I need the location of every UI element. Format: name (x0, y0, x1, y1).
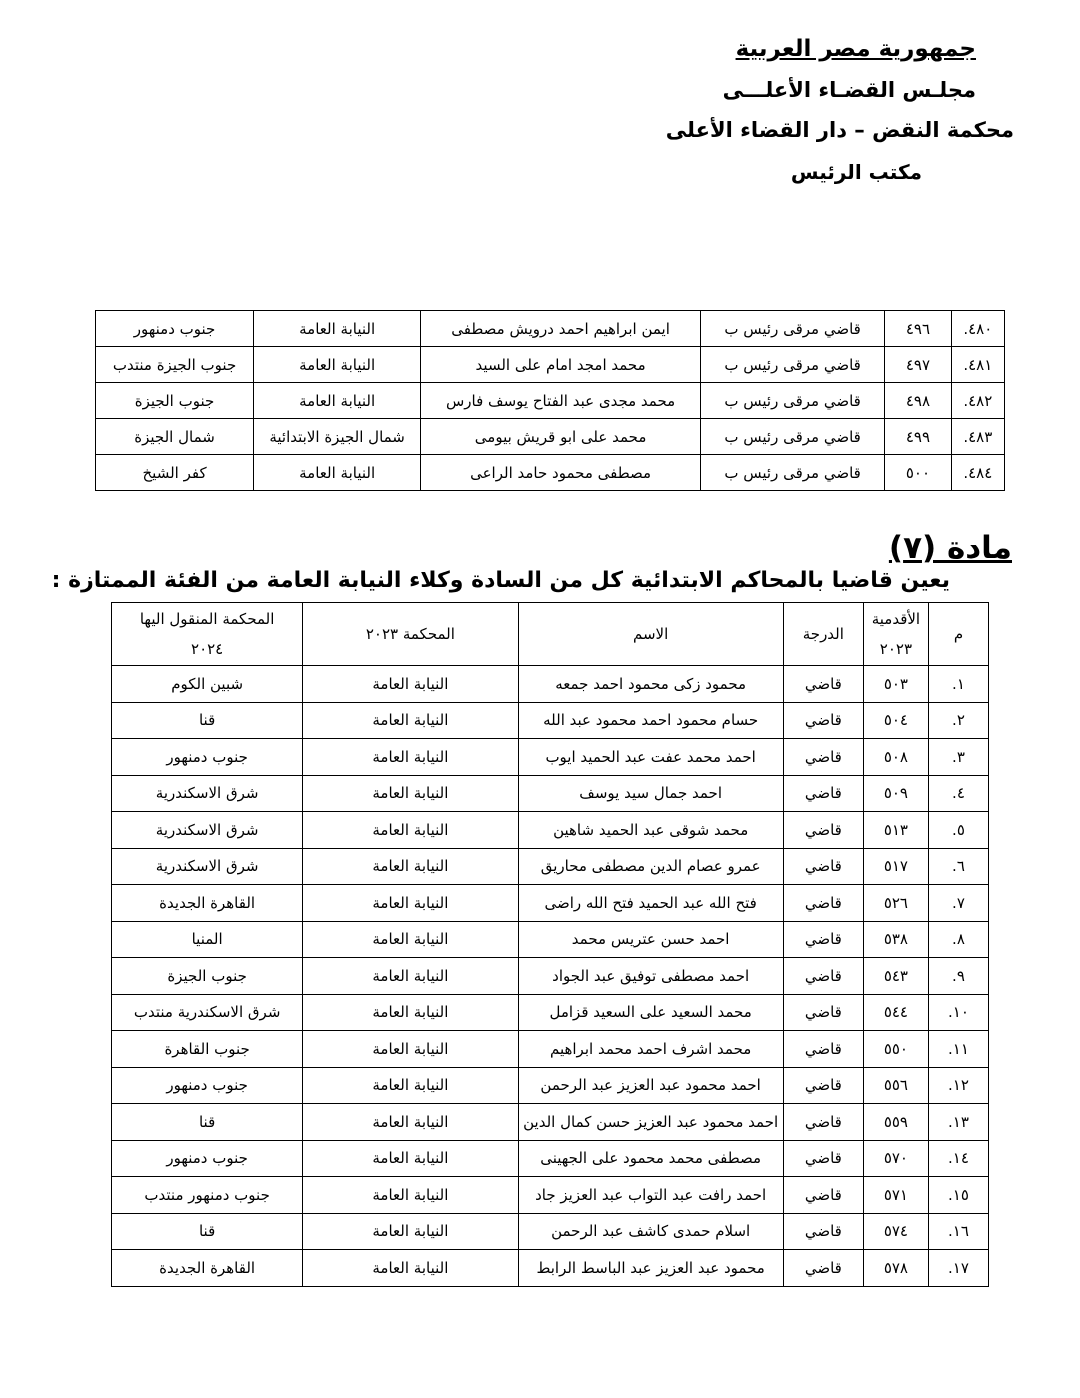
article-text: يعين قاضيا بالمحاكم الابتدائية كل من السادة وكلاء النيابة العامة من الفئة الممتازة : (51, 568, 950, 593)
cell-court: النيابة العامة (303, 994, 518, 1031)
cell-num: ٩. (928, 958, 988, 995)
cell-court: النيابة العامة (303, 885, 518, 922)
table-row (96, 383, 1005, 419)
cell-court: النيابة العامة (254, 455, 421, 491)
cell-grade: قاضي (783, 812, 863, 849)
cell-seniority: ٥٥٠ (863, 1031, 928, 1068)
header-name: الاسم (518, 603, 783, 666)
cell-name: محمد مجدى عبد الفتاح يوسف فارس (421, 383, 701, 419)
cell-grade: قاضي (783, 1213, 863, 1250)
table-row (112, 666, 989, 703)
cell-num: ١. (928, 666, 988, 703)
cell-grade: قاضي (783, 1104, 863, 1141)
appointments-table-article-7-body (112, 666, 989, 1287)
cell-seniority: ٤٩٦ (885, 311, 951, 347)
cell-name: محمود زكى محمود احمد جمعه (518, 666, 783, 703)
cell-grade: قاضي (783, 885, 863, 922)
cell-destination: قنا (112, 1104, 303, 1141)
cell-name: مصطفى محمد محمود على الجهينى (518, 1140, 783, 1177)
cell-grade: قاضي (783, 958, 863, 995)
cell-court: النيابة العامة (303, 1140, 518, 1177)
cell-destination: شرق الاسكندرية منتدب (112, 994, 303, 1031)
cell-name: احمد رافت عبد التواب عبد العزيز جاد (518, 1177, 783, 1214)
header-destination-label: المحكمة المنقول اليها (139, 610, 275, 628)
cell-destination: جنوب دمنهور (112, 1140, 303, 1177)
header-court: المحكمة ٢٠٢٣ (303, 603, 518, 666)
table-row (112, 1213, 989, 1250)
cell-seniority: ٥٠٠ (885, 455, 951, 491)
appointments-table-top (95, 310, 1005, 491)
cell-grade: قاضي (783, 994, 863, 1031)
table-row (112, 958, 989, 995)
cell-name: محمد السعيد على السعيد قزامل (518, 994, 783, 1031)
cell-destination: شرق الاسكندرية (112, 775, 303, 812)
cell-seniority: ٥٤٤ (863, 994, 928, 1031)
header-destination-year: ٢٠٢٤ (191, 640, 224, 658)
table-row (96, 419, 1005, 455)
country-title: جمهورية مصر العربية (735, 36, 976, 62)
court-title: محكمة النقض – دار القضاء الأعلى (665, 118, 1014, 142)
table-row (112, 1104, 989, 1141)
cell-num: ١٠. (928, 994, 988, 1031)
table-row (112, 994, 989, 1031)
cell-seniority: ٥٥٩ (863, 1104, 928, 1141)
cell-num: ٤٨٣. (951, 419, 1004, 455)
table-row (96, 455, 1005, 491)
cell-name: حسام محمود احمد محمود عبد الله (518, 702, 783, 739)
cell-num: ٤٨٢. (951, 383, 1004, 419)
cell-name: محمد اشرف احمد محمد ابراهيم (518, 1031, 783, 1068)
cell-grade: قاضي مرقى رئيس ب (701, 311, 885, 347)
table-row (112, 812, 989, 849)
cell-num: ٥. (928, 812, 988, 849)
cell-grade: قاضي (783, 666, 863, 703)
cell-seniority: ٥٠٤ (863, 702, 928, 739)
cell-court: النيابة العامة (254, 383, 421, 419)
cell-grade: قاضي (783, 1250, 863, 1287)
table-row (112, 1031, 989, 1068)
cell-name: اسلام حمدى كاشف عبد الرحمن (518, 1213, 783, 1250)
cell-seniority: ٥٠٨ (863, 739, 928, 776)
cell-num: ١٣. (928, 1104, 988, 1141)
cell-destination: المنيا (112, 921, 303, 958)
table-row (112, 1250, 989, 1287)
cell-num: ١٧. (928, 1250, 988, 1287)
council-title: مجلـس القضـاء الأعلـــى (722, 78, 976, 102)
cell-destination: قنا (112, 1213, 303, 1250)
cell-destination: جنوب دمنهور (112, 1067, 303, 1104)
cell-seniority: ٤٩٩ (885, 419, 951, 455)
cell-court: النيابة العامة (303, 1177, 518, 1214)
cell-destination: شرق الاسكندرية (112, 812, 303, 849)
cell-grade: قاضي مرقى رئيس ب (701, 455, 885, 491)
cell-num: ٤. (928, 775, 988, 812)
cell-grade: قاضي (783, 739, 863, 776)
cell-destination: جنوب الجيزة منتدب (96, 347, 254, 383)
cell-court: النيابة العامة (303, 739, 518, 776)
cell-name: محمود عبد العزيز عبد الباسط الرابط (518, 1250, 783, 1287)
cell-num: ٨. (928, 921, 988, 958)
header-seniority-label: الأقدمية (871, 610, 921, 628)
table-row (112, 848, 989, 885)
cell-num: ١٢. (928, 1067, 988, 1104)
appointments-table-article-7 (111, 602, 989, 1287)
cell-name: عمرو عصام الدين مصطفى محاريق (518, 848, 783, 885)
table-row (96, 311, 1005, 347)
cell-court: النيابة العامة (303, 1067, 518, 1104)
cell-seniority: ٥٧٠ (863, 1140, 928, 1177)
cell-seniority: ٥٢٦ (863, 885, 928, 922)
cell-name: محمد امجد امام على السيد (421, 347, 701, 383)
article-title: مادة (٧) (888, 530, 1012, 566)
cell-destination: جنوب دمنهور (112, 739, 303, 776)
header-destination (112, 603, 303, 666)
cell-seniority: ٥٣٨ (863, 921, 928, 958)
cell-destination: قنا (112, 702, 303, 739)
table-header-row (112, 603, 989, 666)
cell-seniority: ٥١٧ (863, 848, 928, 885)
table-row (112, 739, 989, 776)
cell-seniority: ٥٥٦ (863, 1067, 928, 1104)
cell-num: ٤٨٤. (951, 455, 1004, 491)
cell-num: ١٥. (928, 1177, 988, 1214)
cell-destination: القاهرة الجديدة (112, 1250, 303, 1287)
cell-destination: جنوب دمنهور منتدب (112, 1177, 303, 1214)
cell-destination: القاهرة الجديدة (112, 885, 303, 922)
cell-seniority: ٥٤٣ (863, 958, 928, 995)
cell-grade: قاضي (783, 1067, 863, 1104)
table-row (112, 885, 989, 922)
cell-court: النيابة العامة (303, 848, 518, 885)
cell-grade: قاضي (783, 702, 863, 739)
cell-court: النيابة العامة (303, 958, 518, 995)
cell-name: محمد شوقى عبد الحميد شاهين (518, 812, 783, 849)
cell-court: النيابة العامة (303, 775, 518, 812)
cell-grade: قاضي (783, 1140, 863, 1177)
cell-num: ٣. (928, 739, 988, 776)
table-row (96, 347, 1005, 383)
cell-court: النيابة العامة (303, 666, 518, 703)
cell-grade: قاضي (783, 1177, 863, 1214)
cell-name: احمد حسن عتريس محمد (518, 921, 783, 958)
table-row (112, 1067, 989, 1104)
cell-destination: شمال الجيزة (96, 419, 254, 455)
cell-grade: قاضي (783, 775, 863, 812)
cell-seniority: ٥٠٩ (863, 775, 928, 812)
cell-court: النيابة العامة (303, 921, 518, 958)
cell-court: النيابة العامة (303, 1213, 518, 1250)
cell-seniority: ٤٩٨ (885, 383, 951, 419)
cell-seniority: ٥٧٤ (863, 1213, 928, 1250)
cell-destination: جنوب القاهرة (112, 1031, 303, 1068)
cell-grade: قاضي (783, 921, 863, 958)
header-num: م (928, 603, 988, 666)
cell-num: ٤٨٠. (951, 311, 1004, 347)
cell-court: شمال الجيزة الابتدائية (254, 419, 421, 455)
cell-destination: شرق الاسكندرية (112, 848, 303, 885)
cell-grade: قاضي (783, 848, 863, 885)
cell-name: فتح الله عبد الحميد فتح الله راضى (518, 885, 783, 922)
cell-name: احمد مصطفى توفيق عبد الجواد (518, 958, 783, 995)
table-row (112, 921, 989, 958)
cell-court: النيابة العامة (303, 1250, 518, 1287)
cell-num: ١٤. (928, 1140, 988, 1177)
cell-seniority: ٥٠٣ (863, 666, 928, 703)
cell-court: النيابة العامة (254, 311, 421, 347)
cell-destination: جنوب الجيزة (96, 383, 254, 419)
cell-seniority: ٤٩٧ (885, 347, 951, 383)
table-row (112, 1140, 989, 1177)
cell-grade: قاضي (783, 1031, 863, 1068)
appointments-table-top-body (96, 311, 1005, 491)
cell-court: النيابة العامة (303, 1104, 518, 1141)
cell-grade: قاضي مرقى رئيس ب (701, 383, 885, 419)
header-seniority (863, 603, 928, 666)
cell-num: ٧. (928, 885, 988, 922)
cell-grade: قاضي مرقى رئيس ب (701, 419, 885, 455)
cell-num: ١١. (928, 1031, 988, 1068)
cell-seniority: ٥١٣ (863, 812, 928, 849)
cell-name: احمد محمود عبد العزيز عبد الرحمن (518, 1067, 783, 1104)
table-row (112, 1177, 989, 1214)
cell-name: مصطفى محمود حامد الراعى (421, 455, 701, 491)
cell-grade: قاضي مرقى رئيس ب (701, 347, 885, 383)
cell-destination: كفر الشيخ (96, 455, 254, 491)
cell-court: النيابة العامة (303, 1031, 518, 1068)
cell-name: احمد محمد عفت عبد الحميد ايوب (518, 739, 783, 776)
cell-court: النيابة العامة (303, 812, 518, 849)
cell-num: ١٦. (928, 1213, 988, 1250)
cell-num: ٤٨١. (951, 347, 1004, 383)
table-row (112, 775, 989, 812)
cell-num: ٢. (928, 702, 988, 739)
cell-name: محمد على ابو قريش بيومى (421, 419, 701, 455)
cell-name: ايمن ابراهيم احمد درويش مصطفى (421, 311, 701, 347)
cell-seniority: ٥٧٨ (863, 1250, 928, 1287)
cell-seniority: ٥٧١ (863, 1177, 928, 1214)
office-title: مكتب الرئيس (790, 160, 922, 184)
cell-name: احمد محمود عبد العزيز حسن كمال الدين (518, 1104, 783, 1141)
cell-num: ٦. (928, 848, 988, 885)
header-grade: الدرجة (783, 603, 863, 666)
header-seniority-year: ٢٠٢٣ (879, 640, 913, 658)
cell-court: النيابة العامة (254, 347, 421, 383)
table-row (112, 702, 989, 739)
cell-name: احمد جمال سيد يوسف (518, 775, 783, 812)
cell-court: النيابة العامة (303, 702, 518, 739)
cell-destination: شبين الكوم (112, 666, 303, 703)
cell-destination: جنوب الجيزة (112, 958, 303, 995)
cell-destination: جنوب دمنهور (96, 311, 254, 347)
